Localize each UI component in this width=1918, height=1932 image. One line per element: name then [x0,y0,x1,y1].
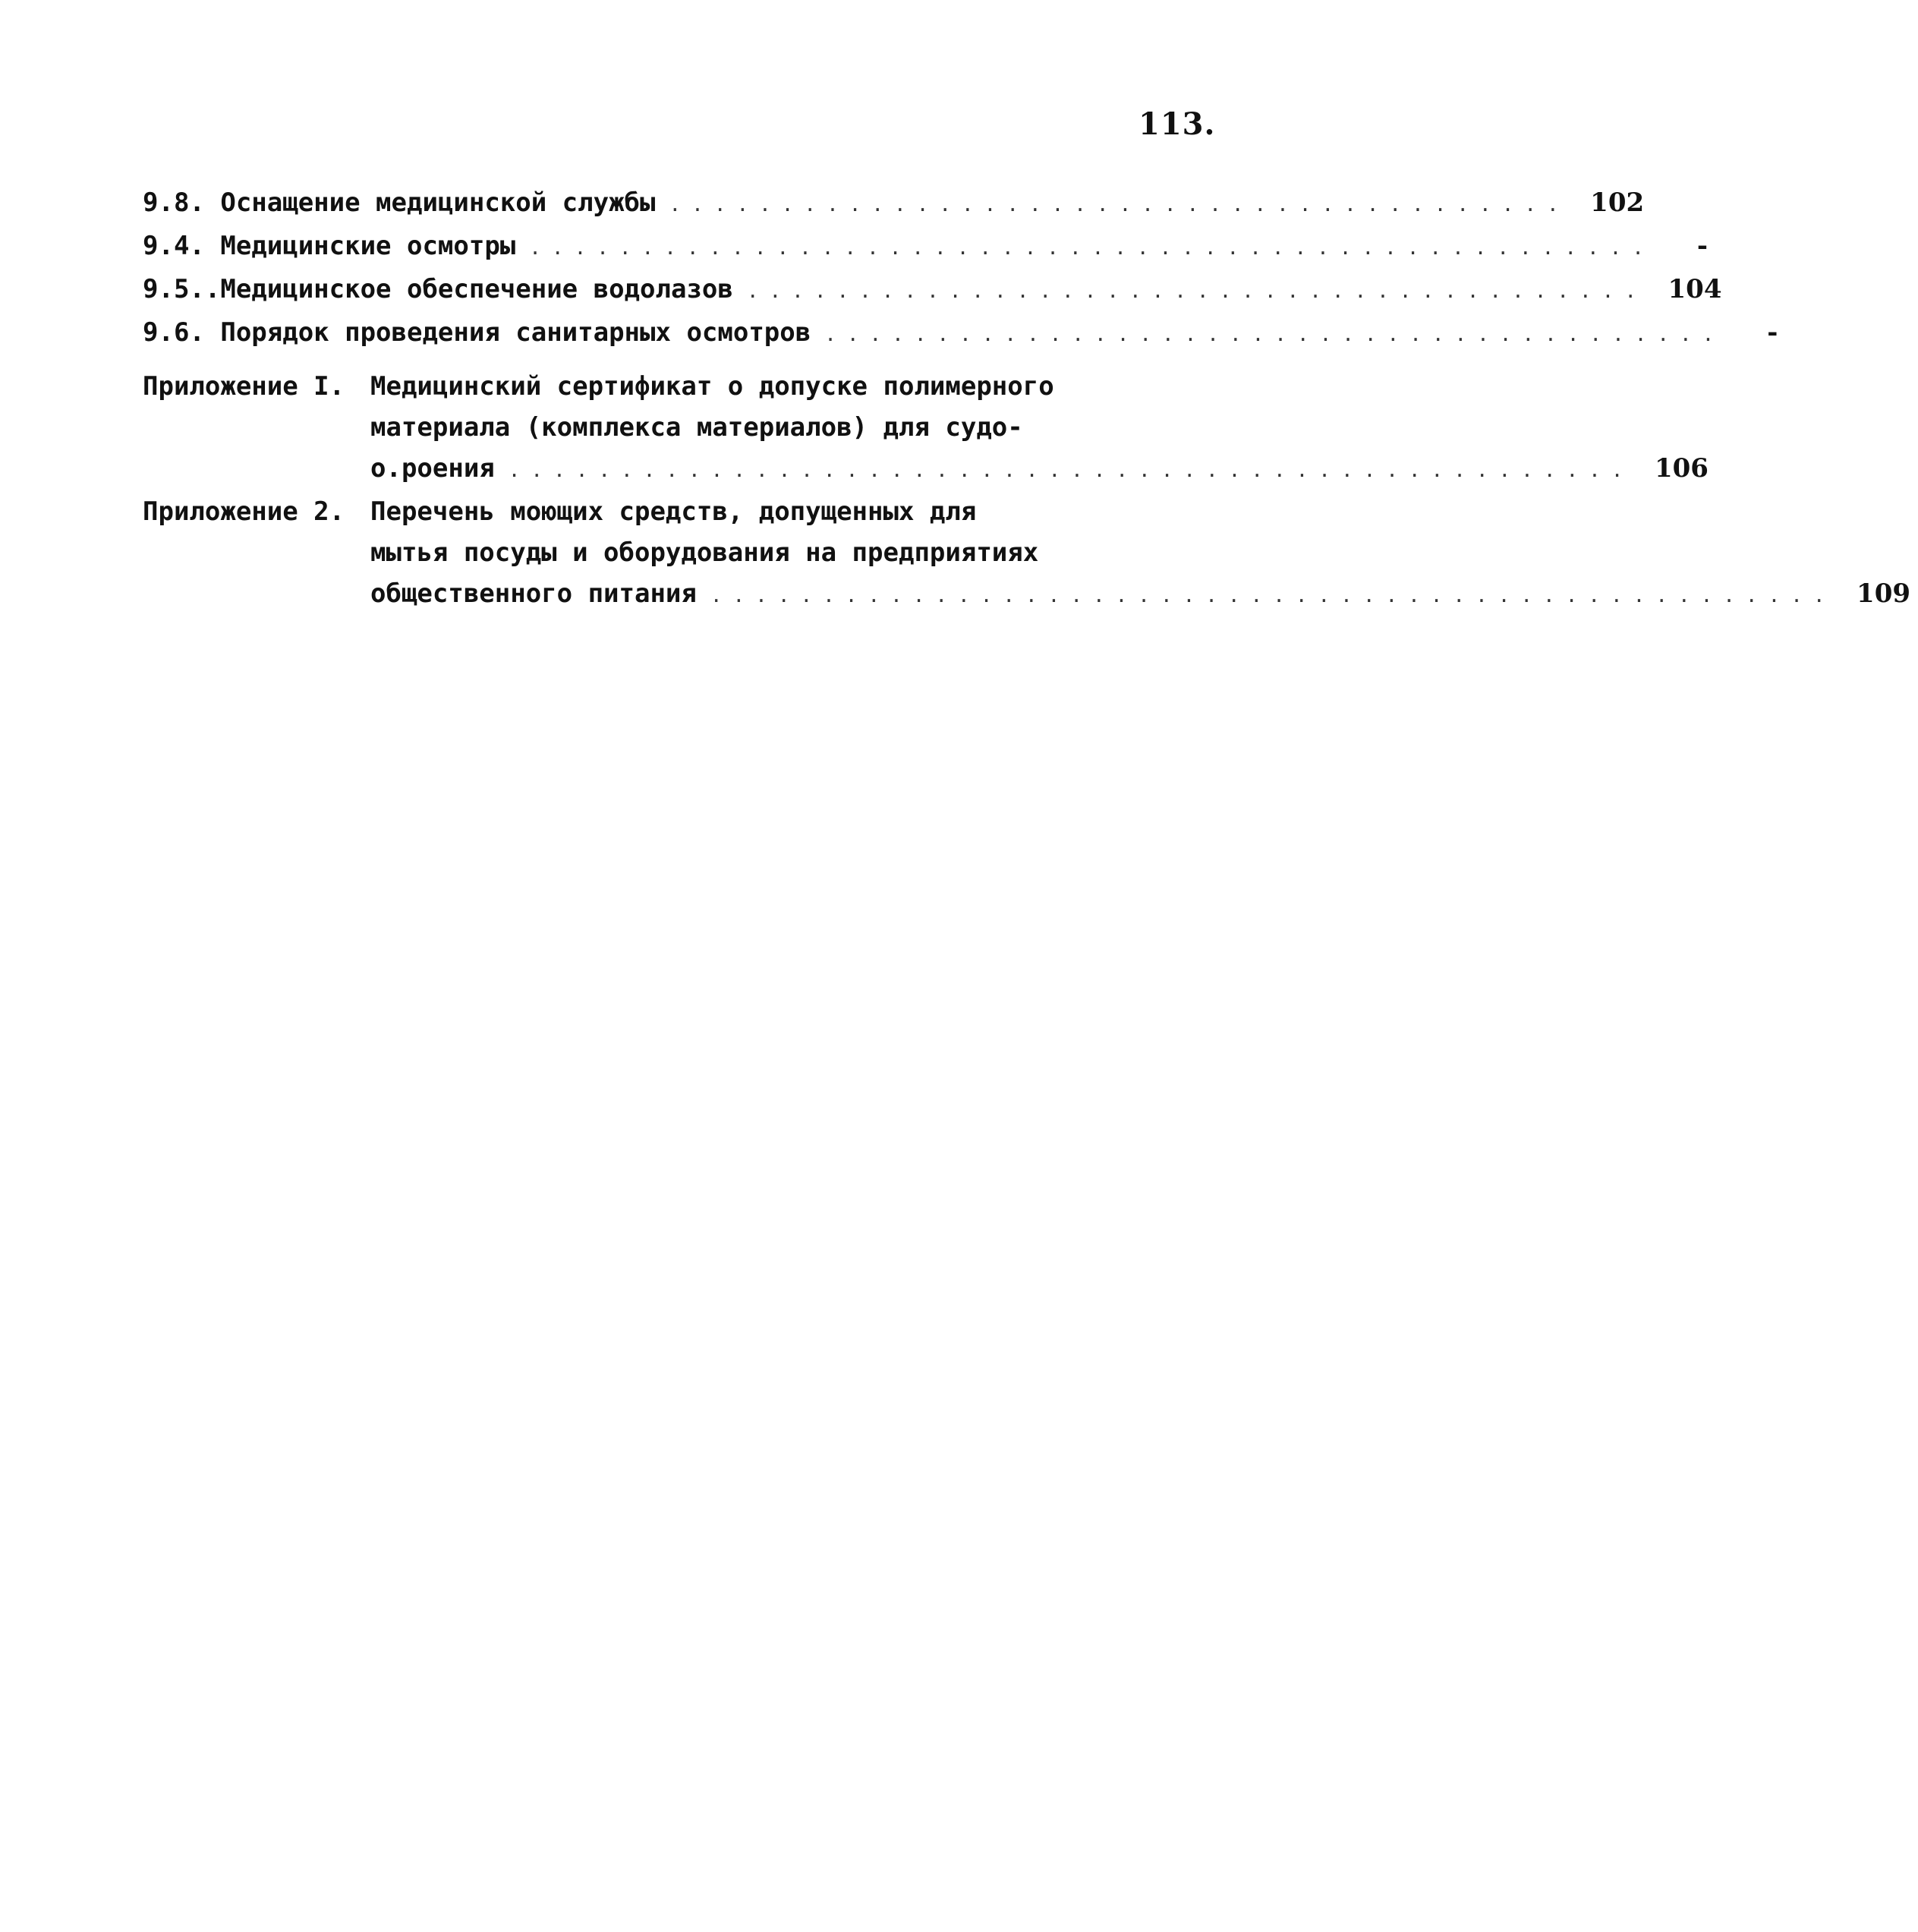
appendix-title-line: о.роения [370,453,495,484]
toc-entry-title: 9.5..Медицинское обеспечение водолазов [143,274,733,304]
toc-entry-9-6 [143,312,1778,355]
dot-leader: .................................................. [529,237,1655,260]
toc-entry-page: 102 [1590,188,1645,218]
appendix-title [370,366,1715,491]
appendix-label: Приложение I. [143,371,345,402]
dot-leader: ........................................ [824,323,1725,346]
appendix-title-line: материала (комплекса материалов) для судо- [370,412,1023,443]
toc-entry-title: 9.4. Медицинские осмотры [143,231,516,261]
appendix-title-last-line [370,573,1918,616]
appendix-1 [143,366,1709,491]
appendix-title-line: мытья посуды и оборудования на предприятиях [370,537,1039,568]
appendix-title-last-line [370,448,1715,491]
toc-entry-page: 104 [1668,274,1722,304]
spacer [143,355,1160,366]
appendix-page: 106 [1654,453,1709,484]
toc-entry-title: 9.6. Порядок проведения санитарных осмотров [143,317,811,348]
toc-entry-title: 9.8. Оснащение медицинской службы [143,188,656,218]
table-of-contents [143,182,1911,616]
appendix-title-line: Перечень моющих средств, допущенных для [370,496,977,527]
appendix-title-line: общественного питания [370,578,697,609]
toc-entry-9-8 [143,182,1645,225]
appendix-title [370,491,1918,616]
appendix-label: Приложение 2. [143,496,345,527]
dot-leader: .................................................. [508,459,1634,482]
dot-leader: ........................................ [746,280,1647,303]
appendix-title-line: Медицинский сертификат о допуске полимерного [370,371,1054,402]
dot-leader: .................................................. [710,585,1836,607]
toc-entry-9-5 [143,269,1722,312]
toc-entry-page: - [1767,317,1778,348]
toc-entry-9-4 [143,225,1709,269]
appendix-page: 109 [1857,578,1911,609]
appendix-2 [143,491,1911,616]
toc-entry-page: - [1696,231,1709,261]
page-number: 113. [1139,106,1216,142]
dot-leader: ........................................ [669,194,1570,216]
